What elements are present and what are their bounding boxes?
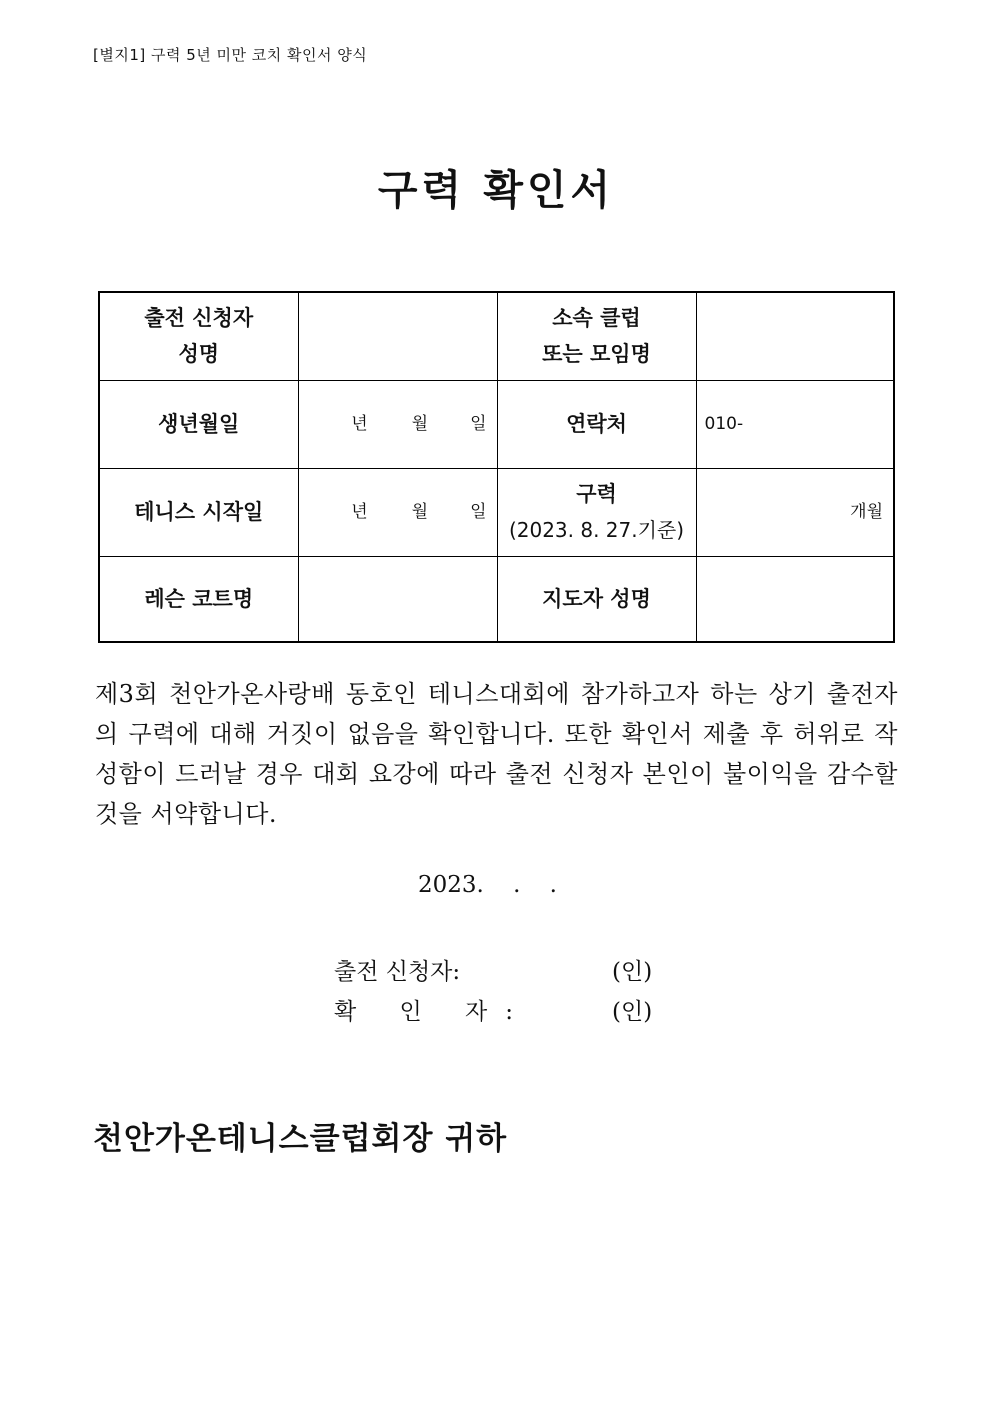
- contact-field[interactable]: 010-: [696, 380, 894, 468]
- confirmer-signature-label: 확 인 자:: [334, 999, 532, 1025]
- career-form-table: [98, 291, 895, 643]
- applicant-signature-label: 출전 신청자:: [334, 959, 461, 985]
- document-title: 구력 확인서: [377, 166, 615, 214]
- birth-label: 생년월일: [99, 380, 298, 468]
- statement-paragraph: 제3회 천안가온사랑배 동호인 테니스대회에 참가하고자 하는 상기 출전자의 구력에 대해 거짓이 없음을 확인합니다. 또한 확인서 제출 후 허위로 작성함이 드러날 경우 대회 요강에 따라 출전 신청자 본인이 불이익을 감수할 것을 서약합니다.: [95, 680, 898, 828]
- date-line: 2023. . .: [418, 872, 557, 898]
- month-unit: 월: [411, 414, 429, 434]
- tennis-start-date-field[interactable]: [298, 468, 497, 556]
- day-unit: 일: [470, 502, 487, 522]
- day-unit: 일: [470, 414, 487, 434]
- lesson-court-label: 레슨 코트명: [99, 556, 298, 642]
- confirmer-signature-line: [334, 993, 653, 1026]
- annex-label: [별지1] 구력 5년 미만 코치 확인서 양식: [93, 46, 368, 64]
- applicant-name-field[interactable]: [298, 292, 497, 380]
- instructor-name-field[interactable]: [696, 556, 894, 642]
- addressee: 천안가온테니스클럽회장 귀하: [93, 1121, 508, 1157]
- lesson-court-field[interactable]: [298, 556, 497, 642]
- applicant-name-label: 출전 신청자 성명: [99, 292, 298, 380]
- club-label: 소속 클럽 또는 모임명: [497, 292, 696, 380]
- instructor-label: 지도자 성명: [497, 556, 696, 642]
- applicant-seal[interactable]: (인): [612, 959, 653, 985]
- career-label: 구력 (2023. 8. 27.기준): [497, 468, 696, 556]
- contact-label: 연락처: [497, 380, 696, 468]
- birth-date-field[interactable]: [298, 380, 497, 468]
- tennis-start-label: 테니스 시작일: [99, 468, 298, 556]
- confirmer-seal[interactable]: (인): [612, 999, 653, 1025]
- career-months-field[interactable]: 개월: [696, 468, 894, 556]
- year-unit: 년: [351, 502, 368, 522]
- club-field[interactable]: [696, 292, 894, 380]
- applicant-signature-line: [334, 953, 653, 986]
- month-unit: 월: [411, 502, 429, 522]
- year-unit: 년: [351, 414, 368, 434]
